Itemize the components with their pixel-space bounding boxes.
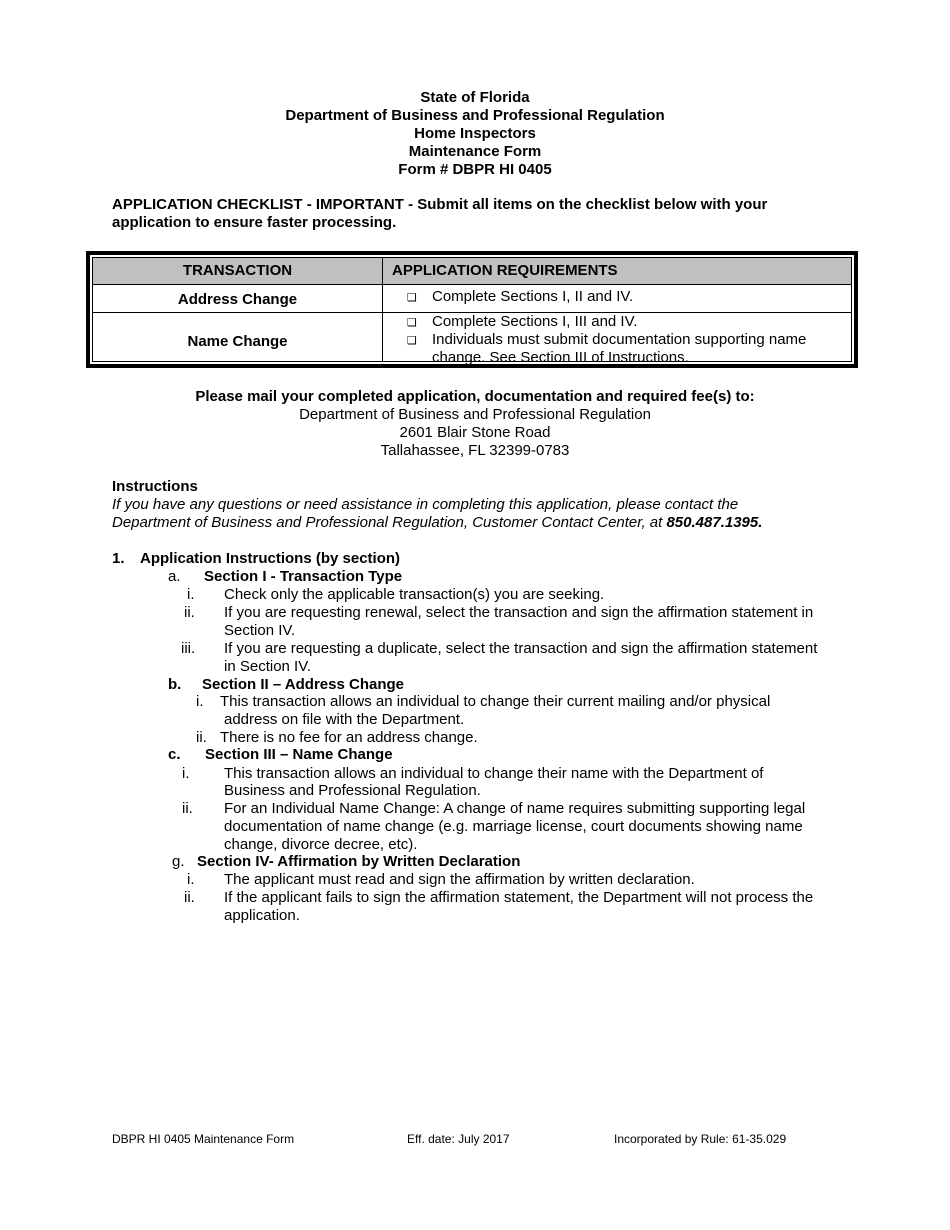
table-row [93,284,851,313]
list-item-number: ii. [182,800,193,817]
list-item-number: ii. [196,729,207,746]
requirement-item: Complete Sections I, II and IV. [432,288,634,305]
list-item: There is no fee for an address change. [220,729,478,746]
header-form-type: Maintenance Form [408,143,542,160]
list-item-number: i. [187,871,195,888]
list-number: 1. [112,550,125,567]
col-requirements-header: APPLICATION REQUIREMENTS [392,262,618,279]
column-divider [382,258,383,361]
list-item-number: i. [182,765,190,782]
contact-phone: 850.487.1395. [666,514,763,531]
mailing-block [0,388,950,460]
requirement-item: Individuals must submit documentation supporting name [432,331,807,348]
list-item: This transaction allows an individual to change their current mailing and/or physical [220,693,771,710]
transaction-address-change: Address Change [177,291,298,308]
section-c-label: c. [168,746,181,763]
checkbox-icon: ❑ [407,317,417,329]
list-item-continued: documentation of name change (e.g. marriage license, court documents showing name [224,818,803,835]
list-item: If you are requesting a duplicate, select the transaction and sign the affirmation statement [224,640,818,657]
footer-effective-date: Eff. date: July 2017 [407,1132,510,1146]
list-item-continued: in Section IV. [224,658,312,675]
list-item: This transaction allows an individual to change their name with the Department of [224,765,764,782]
header-form-number: Form # DBPR HI 0405 [398,161,552,178]
requirement-item: Complete Sections I, III and IV. [432,313,638,330]
mailing-street: 2601 Blair Stone Road [399,424,551,441]
list-item-continued: address on file with the Department. [224,711,465,728]
list-item-continued: change, divorce decree, etc). [224,836,418,853]
section-g-title: Section IV- Affirmation by Written Declaration [197,853,521,870]
section-a-label: a. [168,568,181,585]
section-g-label: g. [172,853,185,870]
section-b-title: Section II – Address Change [202,676,404,693]
list-item-continued: application. [224,907,300,924]
instructions-title: Instructions [112,478,198,495]
list-item-continued: Section IV. [224,622,296,639]
list-item: For an Individual Name Change: A change of name requires submitting supporting legal [224,800,806,817]
mailing-heading: Please mail your completed application, documentation and required fee(s) to: [195,388,755,405]
section-c-title: Section III – Name Change [205,746,393,763]
section-a-title: Section I - Transaction Type [204,568,403,585]
footer-form-name: DBPR HI 0405 Maintenance Form [112,1132,295,1146]
list-item-number: ii. [184,889,195,906]
list-item-number: i. [196,693,204,710]
footer-rule: Incorporated by Rule: 61-35.029 [614,1132,787,1146]
instructions-body: If you have any questions or need assistance in completing this application, please contact the Department of Business and Professional Regulation, Customer Contact Center, at [112,496,739,531]
requirement-item-continued: change. See Section III of Instructions. [432,349,689,366]
list-item: The applicant must read and sign the affirmation by written declaration. [224,871,695,888]
list-item-number: iii. [181,640,196,657]
list-title: Application Instructions (by section) [140,550,401,567]
header-state: State of Florida [420,89,530,106]
form-header [0,89,950,179]
checkbox-icon: ❑ [407,292,417,304]
header-profession: Home Inspectors [414,125,536,142]
list-item-number: i. [187,586,195,603]
list-item: If you are requesting renewal, select the transaction and sign the affirmation statement in [224,604,814,621]
list-item-number: ii. [184,604,195,621]
col-transaction-header: TRANSACTION [182,262,293,279]
table-row [93,313,851,366]
mailing-city: Tallahassee, FL 32399-0783 [380,442,570,459]
instructions-text [112,496,812,532]
list-item-continued: Business and Professional Regulation. [224,782,481,799]
transaction-name-change: Name Change [187,333,288,350]
checkbox-icon: ❑ [407,335,417,347]
list-item: Check only the applicable transaction(s) you are seeking. [224,586,605,603]
table-header-row [93,258,851,285]
list-item: If the applicant fails to sign the affirmation statement, the Department will not process the [224,889,814,906]
header-department: Department of Business and Professional Regulation [285,107,665,124]
requirements-table [86,251,858,368]
section-b-label: b. [168,676,182,693]
mailing-department: Department of Business and Professional Regulation [299,406,651,423]
checklist-note: APPLICATION CHECKLIST - IMPORTANT - Submit all items on the checklist below with your application to ensure faster processing. [112,196,768,231]
